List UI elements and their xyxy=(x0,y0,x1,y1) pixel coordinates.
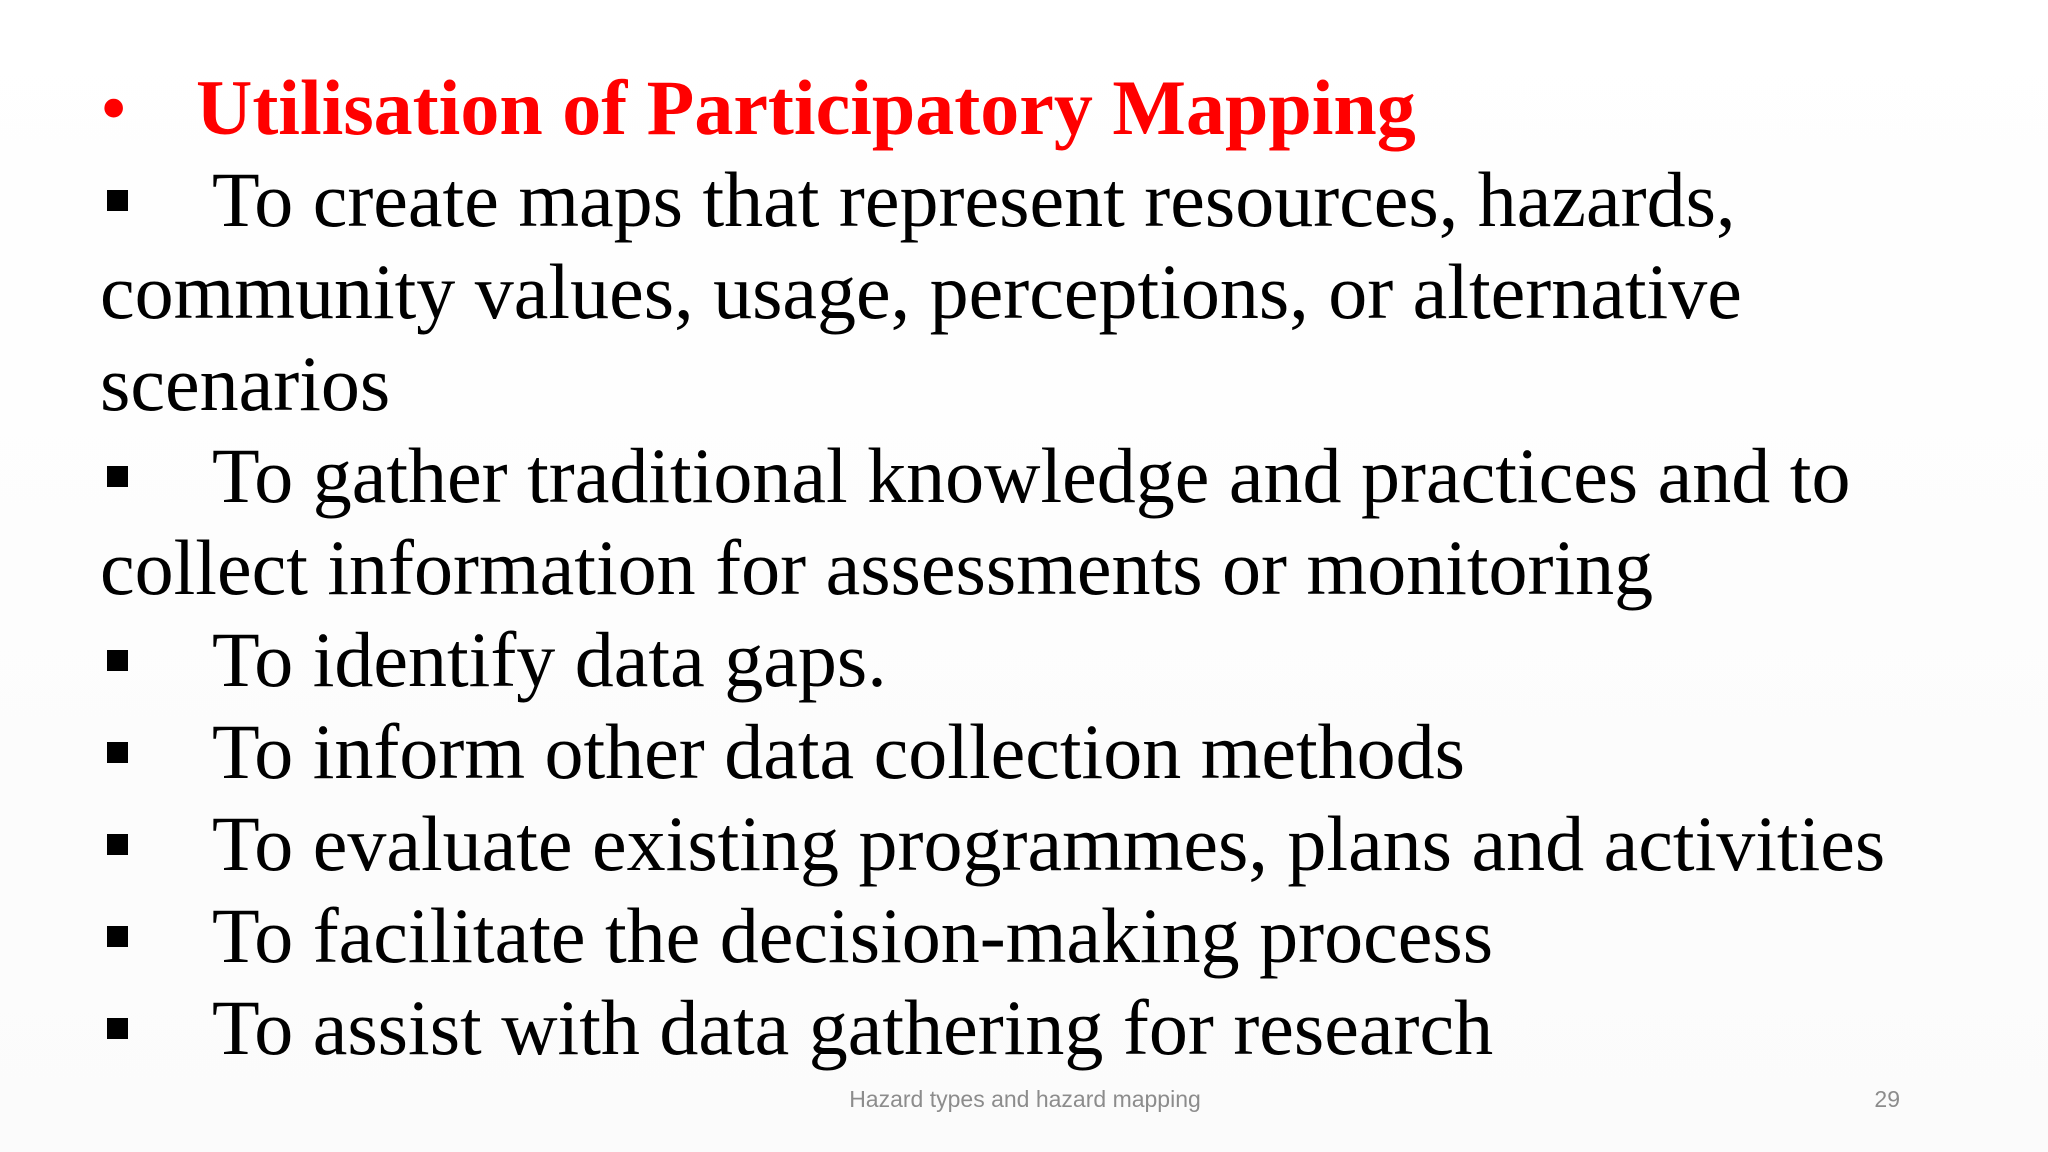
bullet-item-line: To facilitate the decision-making process xyxy=(212,892,1494,979)
slide-heading xyxy=(100,62,1980,154)
bullet-item-line: To create maps that represent resources, hazards, xyxy=(212,156,1736,243)
square-bullet-icon xyxy=(107,430,137,522)
bullet-item xyxy=(100,154,1980,430)
bullet-item-line: To identify data gaps. xyxy=(212,616,887,703)
square-bullet-icon xyxy=(107,982,137,1074)
slide-title: Utilisation of Participatory Mapping xyxy=(196,64,1416,151)
bullet-item-line: To gather traditional knowledge and practices and to xyxy=(212,432,1851,519)
footer-title: Hazard types and hazard mapping xyxy=(849,1086,1201,1112)
slide-content xyxy=(100,62,1980,1074)
square-bullet-icon xyxy=(107,614,137,706)
slide-footer xyxy=(0,1086,2048,1116)
bullet-item-line: community values, usage, perceptions, or alternative xyxy=(100,248,1742,335)
bullet-item xyxy=(100,890,1980,982)
bullet-item-line: To assist with data gathering for research xyxy=(212,984,1494,1071)
square-bullet-icon xyxy=(107,798,137,890)
square-bullet-icon xyxy=(107,154,137,246)
bullet-item-line: To inform other data collection methods xyxy=(212,708,1466,795)
round-bullet-icon: • xyxy=(100,64,128,151)
page-number: 29 xyxy=(1874,1086,1900,1112)
bullet-item xyxy=(100,430,1980,614)
bullet-item xyxy=(100,798,1980,890)
bullet-item xyxy=(100,982,1980,1074)
bullet-item-line: collect information for assessments or monitoring xyxy=(100,524,1654,611)
bullet-item xyxy=(100,614,1980,706)
square-bullet-icon xyxy=(107,706,137,798)
bullet-item-line: To evaluate existing programmes, plans and activities xyxy=(212,800,1886,887)
bullet-item-line: scenarios xyxy=(100,340,391,427)
bullet-item xyxy=(100,706,1980,798)
square-bullet-icon xyxy=(107,890,137,982)
